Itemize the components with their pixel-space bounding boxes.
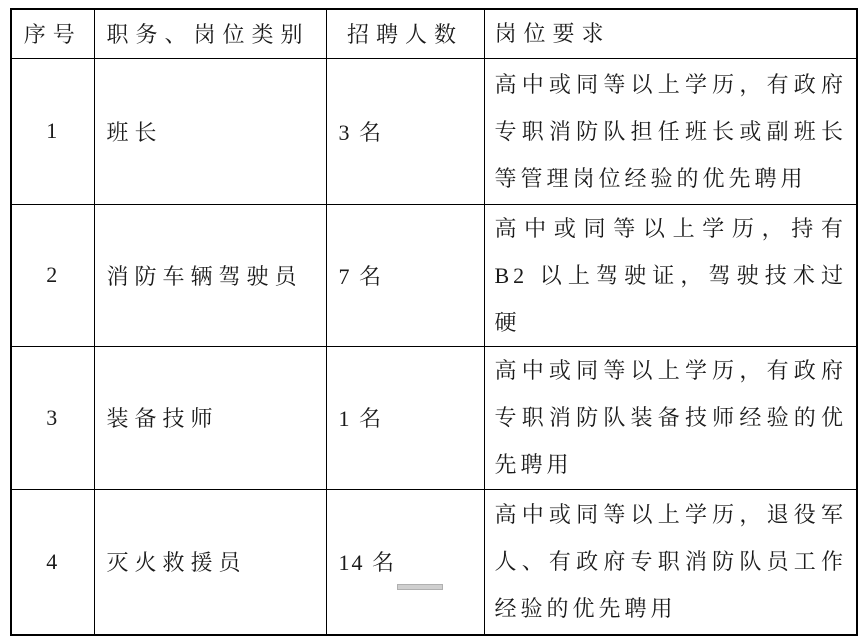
index-cell: 3 (11, 346, 94, 489)
count-cell: 14 名 (326, 489, 484, 635)
table-header-row (11, 9, 857, 58)
position-cell: 班长 (94, 58, 326, 204)
scrollbar-fragment-artifact (397, 584, 443, 590)
table-row (11, 489, 857, 635)
count-cell: 1 名 (326, 346, 484, 489)
header-cell-requirements: 岗位要求 (484, 9, 857, 58)
table-row (11, 58, 857, 204)
position-cell: 消防车辆驾驶员 (94, 204, 326, 346)
count-cell: 3 名 (326, 58, 484, 204)
header-cell-count: 招聘人数 (326, 9, 484, 58)
requirements-cell: 高中或同等以上学历，退役军人、有政府专职消防队员工作经验的优先聘用 (484, 489, 857, 635)
header-cell-position: 职务、岗位类别 (94, 9, 326, 58)
recruitment-table-container (10, 8, 858, 636)
index-cell: 4 (11, 489, 94, 635)
position-cell: 装备技师 (94, 346, 326, 489)
requirements-cell: 高中或同等以上学历，有政府专职消防队装备技师经验的优先聘用 (484, 346, 857, 489)
index-cell: 1 (11, 58, 94, 204)
requirements-cell: 高中或同等以上学历，有政府专职消防队担任班长或副班长等管理岗位经验的优先聘用 (484, 58, 857, 204)
index-cell: 2 (11, 204, 94, 346)
recruitment-table (10, 8, 858, 636)
requirements-cell: 高中或同等以上学历，持有 B2 以上驾驶证，驾驶技术过硬 (484, 204, 857, 346)
table-row (11, 204, 857, 346)
header-cell-index: 序号 (11, 9, 94, 58)
count-cell: 7 名 (326, 204, 484, 346)
position-cell: 灭火救援员 (94, 489, 326, 635)
table-row (11, 346, 857, 489)
